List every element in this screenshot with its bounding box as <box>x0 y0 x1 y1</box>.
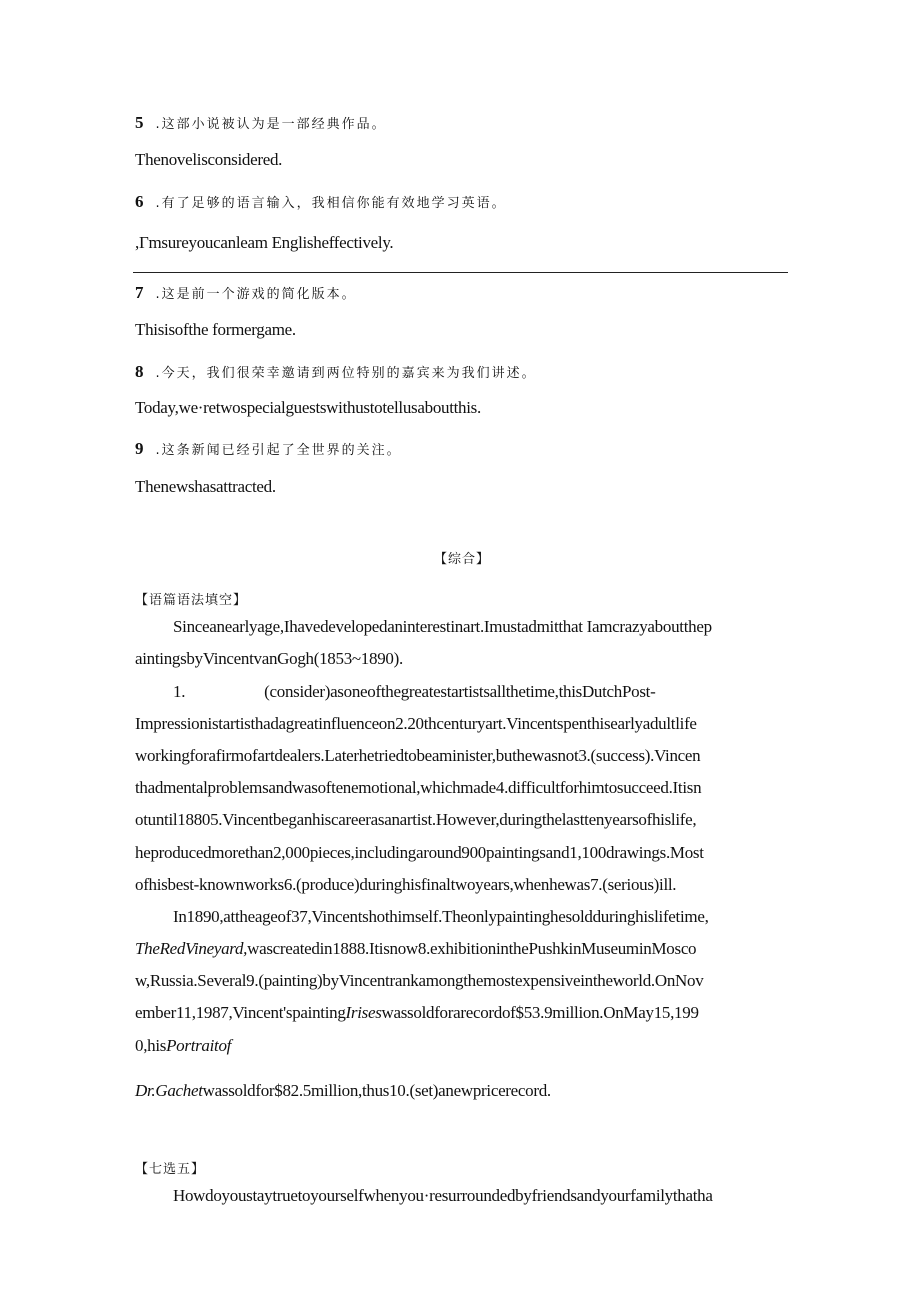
item-number: 8 <box>135 362 144 381</box>
item-7-answer: Thisisofthe formergame. <box>135 320 296 339</box>
passage-line <box>135 1036 231 1056</box>
item-chinese: .今天，我们很荣幸邀请到两位特别的嘉宾来为我们讲述。 <box>155 366 537 381</box>
passage-line: otuntil18805.Vincentbeganhiscareerasanartist.However,duringthelasttenyearsofhislife, <box>135 810 697 829</box>
item-chinese: .这部小说被认为是一部经典作品。 <box>155 117 387 132</box>
grammar-section-label: 【语篇语法填空】 <box>135 593 248 608</box>
item-7-question <box>135 283 357 303</box>
passage-line <box>135 1081 551 1101</box>
passage-line: heproducedmorethan2,000pieces,includingaround900paintingsand1,100drawings.Most <box>135 843 704 862</box>
item-number: 7 <box>135 283 144 302</box>
section-title: 【综合】 <box>434 552 491 567</box>
item-6-question <box>135 192 507 212</box>
item-8-answer: Today,we·retwospecialguestswithustotellusaboutthis. <box>135 398 481 417</box>
painting-title: Portraitof <box>166 1036 232 1055</box>
item-9-question <box>135 439 402 459</box>
item-9-answer: Thenewshasattracted. <box>135 477 276 496</box>
passage-line: thadmentalproblemsandwasoftenemotional,whichmade4.difficultforhimtosucceed.Itisn <box>135 778 702 797</box>
passage-line <box>135 939 696 959</box>
passage-line: In1890,attheageof37,Vincentshothimself.Theonlypaintinghesoldduringhislifetime, <box>173 907 709 926</box>
item-chinese: .这是前一个游戏的简化版本。 <box>155 287 357 302</box>
item-8-question <box>135 362 537 382</box>
passage-line: aintingsbyVincentvanGogh(1853~1890). <box>135 649 403 668</box>
item-number: 9 <box>135 439 144 458</box>
item-chinese: .这条新闻已经引起了全世界的关注。 <box>155 443 402 458</box>
passage-line: Howdoyoustaytruetoyourselfwhenyou·resurroundedbyfriendsandyourfamilythatha <box>173 1186 713 1205</box>
item-5-question <box>135 113 387 133</box>
item-number: 5 <box>135 113 144 132</box>
passage-text: ember11,1987,Vincent'spainting <box>135 1003 346 1022</box>
divider-line <box>133 272 788 273</box>
item-6-answer: ,Γmsureyoucanleam Englisheffectively. <box>135 233 394 252</box>
painting-title: TheRedVineyard, <box>135 939 248 958</box>
passage-text: wassoldforarecordof$53.9million.OnMay15,199 <box>381 1003 699 1022</box>
item-number: 6 <box>135 192 144 211</box>
item-5-answer: Thenovelisconsidered. <box>135 150 283 169</box>
passage-text: 0,his <box>135 1036 167 1055</box>
painting-title: Irises <box>345 1003 382 1022</box>
passage-line: w,Russia.Several9.(painting)byVincentrankamongthemostexpensiveintheworld.OnNov <box>135 971 704 990</box>
passage-line: 1. (consider)asoneofthegreatestartistsallthetime,thisDutchPost- <box>173 682 656 701</box>
passage-line: Impressionistartisthadagreatinfluenceon2.20thcenturyart.Vincentspenthisearlyadultlife <box>135 714 697 733</box>
seven-five-section-label: 【七选五】 <box>135 1162 206 1177</box>
passage-text: wassoldfor$82.5million,thus10.(set)anewpricerecord. <box>202 1081 551 1100</box>
passage-line: workingforafirmofartdealers.Laterhetriedtobeaminister,buthewasnot3.(success).Vincen <box>135 746 701 765</box>
passage-line: ofhisbest-knownworks6.(produce)duringhisfinaltwoyears,whenhewas7.(serious)ill. <box>135 875 677 894</box>
passage-line <box>135 1003 699 1023</box>
item-chinese: .有了足够的语言输入，我相信你能有效地学习英语。 <box>155 196 507 211</box>
passage-line: Sinceanearlyage,Ihavedevelopedaninterestinart.Imustadmitthat Iamcrazyaboutthep <box>173 617 712 636</box>
painting-title: Dr.Gachet <box>135 1081 203 1100</box>
passage-text: wascreatedin1888.Itisnow8.exhibitioninthePushkinMuseuminMosco <box>247 939 697 958</box>
